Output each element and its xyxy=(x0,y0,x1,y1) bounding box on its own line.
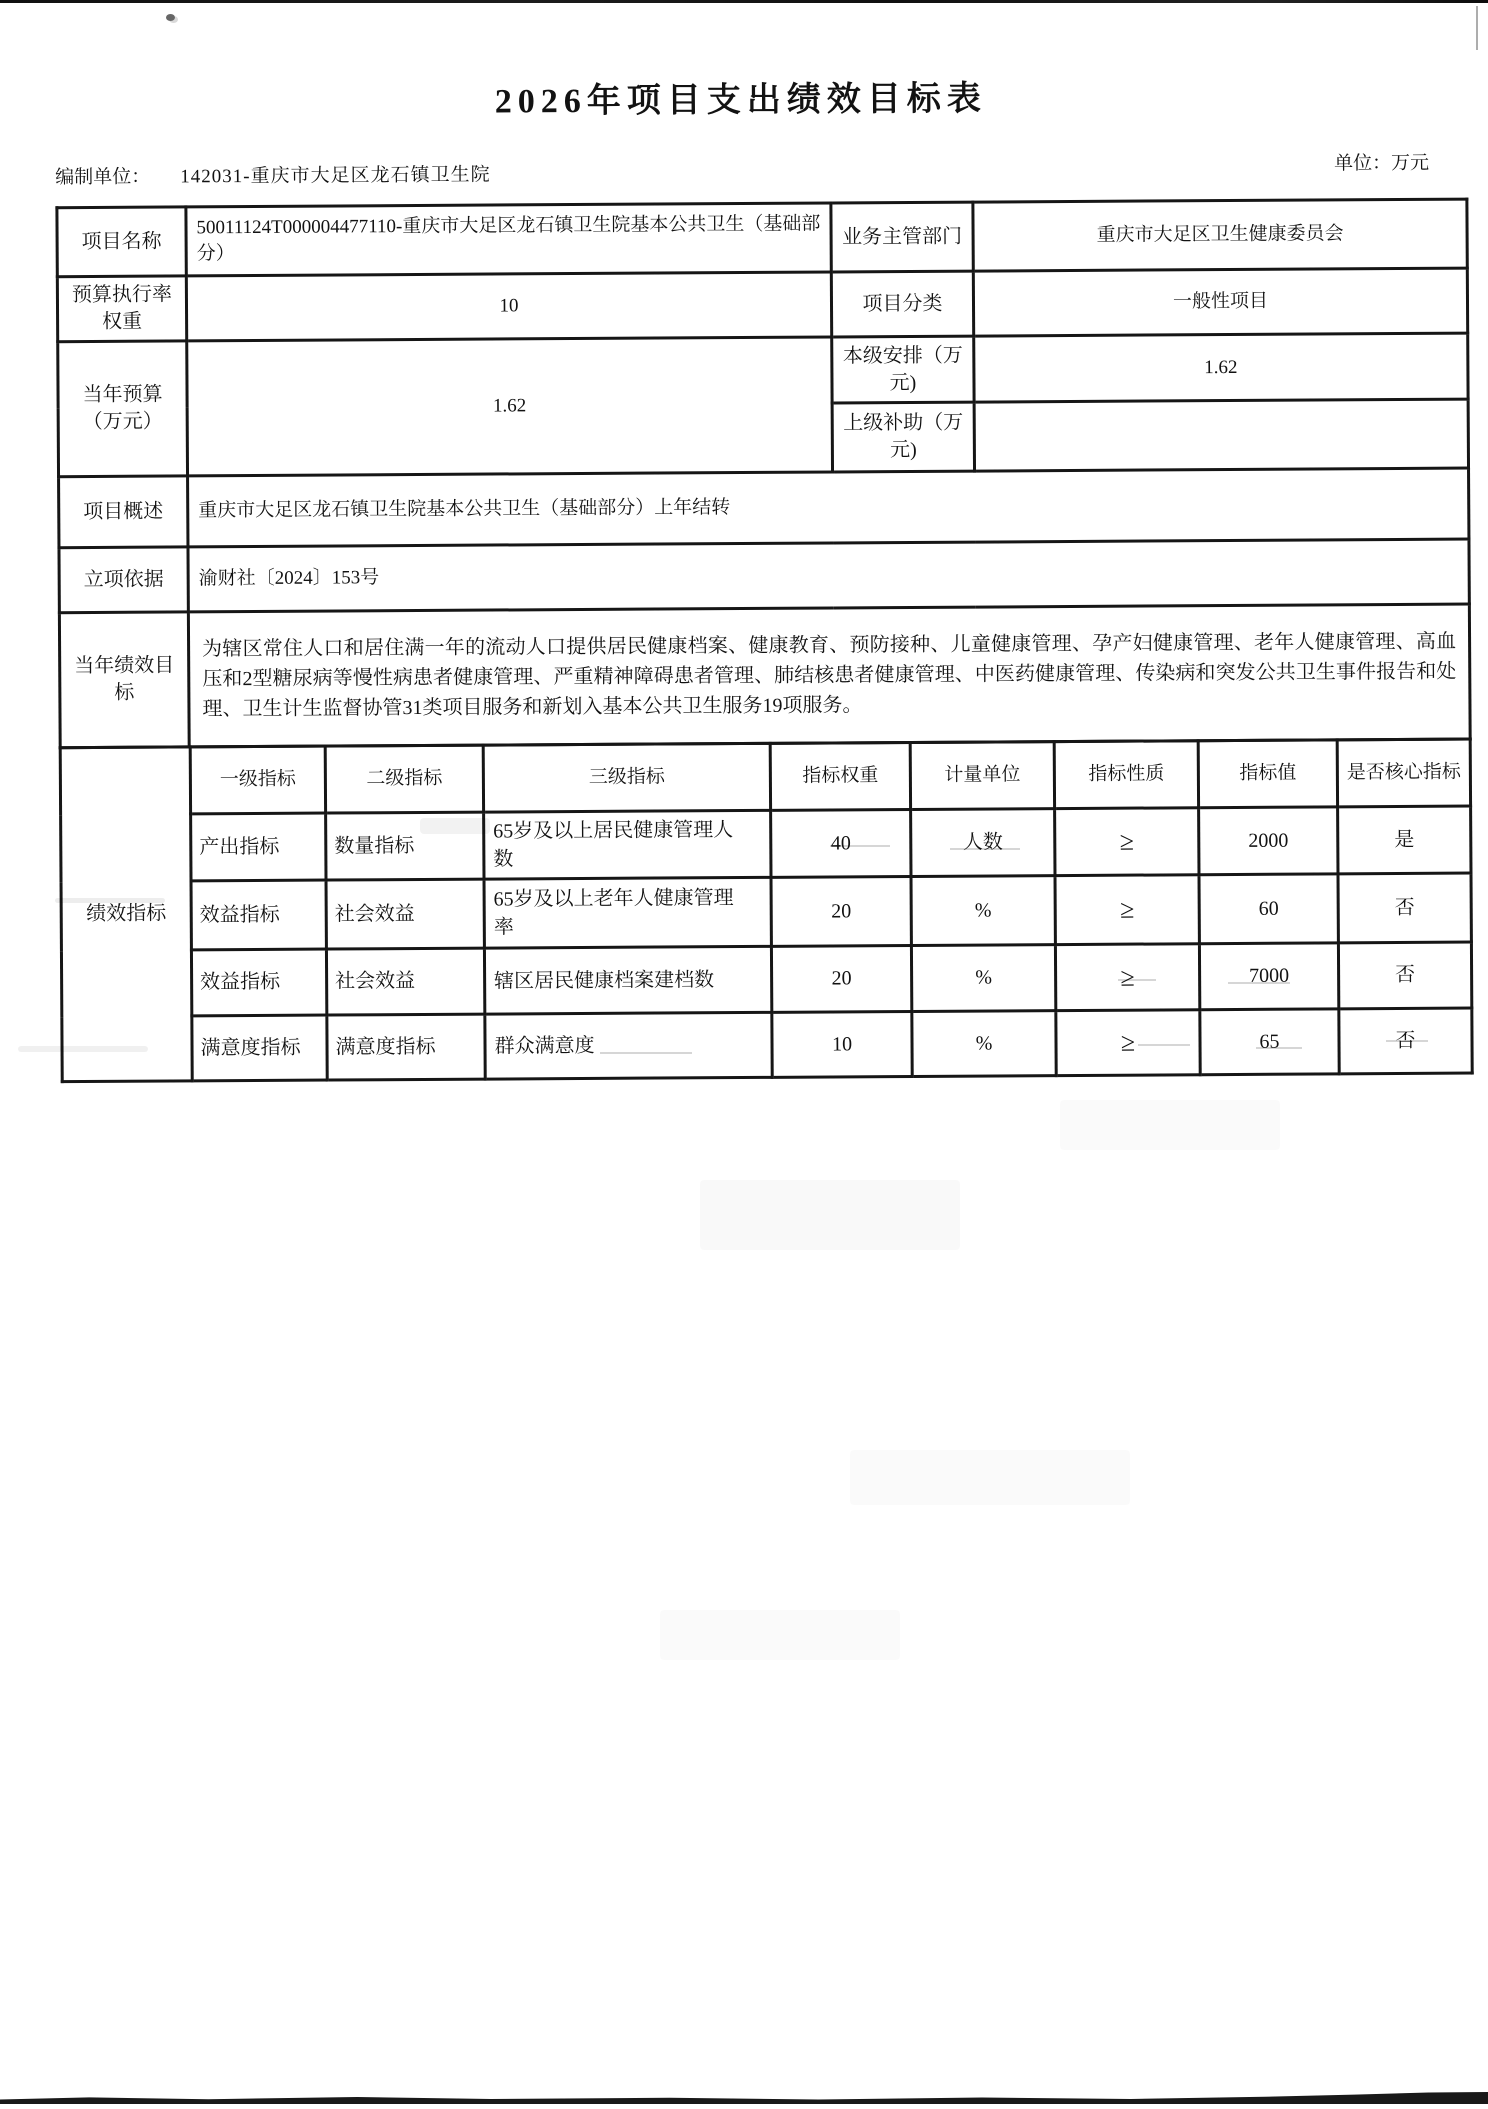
header-level1: 一级指标 xyxy=(190,746,325,814)
indicator-weight: 40 xyxy=(771,809,911,877)
indicators-header-row xyxy=(60,739,1470,815)
annual-budget-label: 当年预算（万元） xyxy=(58,341,188,477)
category-value: 一般性项目 xyxy=(973,268,1467,336)
indicators-table xyxy=(59,738,1474,1084)
category-label: 项目分类 xyxy=(831,271,973,337)
table-row xyxy=(57,268,1467,342)
scan-artifact-edge-line xyxy=(1476,6,1478,50)
indicator-core: 否 xyxy=(1338,873,1471,943)
scan-artifact-dot xyxy=(166,14,175,21)
level3-indicator: 65岁及以上老年人健康管理率 xyxy=(484,877,771,948)
basis-label: 立项依据 xyxy=(59,547,188,613)
annual-target-value: 为辖区常住人口和居住满一年的流动人口提供居民健康档案、健康教育、预防接种、儿童健康管理、孕产妇健康管理、老年人健康管理、高血压和2型糖尿病等慢性病患者健康管理、严重精神障碍患者管理、肺结核患者健康管理、中医药健康管理、传染病和突发公共卫生事件报告和处理、卫生计生监督协管31类项目服务和新划入基本公共卫生服务19项服务。 xyxy=(188,604,1470,747)
indicator-row xyxy=(61,942,1471,1017)
table-row xyxy=(59,604,1470,748)
table-row xyxy=(59,539,1469,613)
header-core: 是否核心指标 xyxy=(1337,739,1470,807)
overview-value: 重庆市大足区龙石镇卫生院基本公共卫生（基础部分）上年结转 xyxy=(188,468,1469,547)
indicators-section-label: 绩效指标 xyxy=(60,747,192,1082)
exec-rate-weight-label: 预算执行率权重 xyxy=(57,276,186,342)
overview-label: 项目概述 xyxy=(59,476,188,548)
scan-artifact-pencil-dash xyxy=(600,1052,692,1054)
level1-indicator: 效益指标 xyxy=(191,880,326,950)
page-title: 2026年项目支出绩效目标表 xyxy=(494,80,987,121)
level1-indicator: 效益指标 xyxy=(191,949,326,1016)
dept-label: 业务主管部门 xyxy=(831,202,973,272)
level3-indicator: 65岁及以上居民健康管理人数 xyxy=(484,810,771,879)
prepared-by-value: 142031-重庆市大足区龙石镇卫生院 xyxy=(180,164,491,188)
level1-indicator: 产出指标 xyxy=(191,813,326,881)
table-row xyxy=(57,199,1467,277)
indicator-row xyxy=(62,1008,1472,1082)
indicator-core: 否 xyxy=(1338,942,1471,1009)
scan-artifact-smudge xyxy=(660,1610,900,1660)
performance-target-table xyxy=(55,198,1470,1084)
level3-indicator: 辖区居民健康档案建档数 xyxy=(484,946,771,1014)
scan-artifact-pencil-dash xyxy=(1256,1047,1302,1049)
meta-row xyxy=(55,154,1429,189)
prepared-by xyxy=(55,160,491,190)
indicator-value: 65 xyxy=(1200,1009,1339,1075)
table-row xyxy=(58,333,1468,408)
indicator-nature: ≥ xyxy=(1055,808,1199,876)
level1-indicator: 满意度指标 xyxy=(192,1015,327,1081)
indicator-row xyxy=(61,806,1471,882)
level3-indicator: 群众满意度 xyxy=(485,1012,772,1079)
scan-artifact-smudge xyxy=(1060,1100,1280,1150)
unit-note: 单位：万元 xyxy=(1334,152,1430,175)
annual-target-label: 当年绩效目标 xyxy=(59,612,189,748)
superior-subsidy-label: 上级补助（万元) xyxy=(832,402,974,472)
indicator-unit: % xyxy=(911,945,1055,1012)
indicator-value: 2000 xyxy=(1199,807,1338,875)
indicator-core: 是 xyxy=(1338,806,1471,874)
exec-rate-weight-value: 10 xyxy=(186,272,831,341)
header-unit: 计量单位 xyxy=(910,742,1054,810)
header-level2: 二级指标 xyxy=(325,745,483,813)
level2-indicator: 社会效益 xyxy=(326,948,484,1015)
header-weight: 指标权重 xyxy=(770,742,910,810)
project-name-value: 50011124T000004477110-重庆市大足区龙石镇卫生院基本公共卫生（基础部分） xyxy=(186,203,831,276)
indicator-unit: % xyxy=(911,876,1055,946)
indicator-unit: 人数 xyxy=(911,809,1055,877)
scan-artifact-smudge xyxy=(420,818,490,834)
scan-artifact-smudge xyxy=(850,1450,1130,1505)
project-name-label: 项目名称 xyxy=(57,207,186,277)
level2-indicator: 社会效益 xyxy=(326,879,484,949)
indicator-value: 7000 xyxy=(1199,943,1338,1010)
prepared-by-label: 编制单位： xyxy=(55,166,151,189)
project-info-table xyxy=(55,198,1471,750)
table-row xyxy=(59,468,1469,548)
indicator-core: 否 xyxy=(1339,1008,1472,1074)
scan-artifact-pencil-dash xyxy=(1228,982,1290,984)
scan-artifact-top-band xyxy=(0,0,1488,3)
scan-artifact-smudge xyxy=(55,898,165,903)
basis-value: 渝财社〔2024〕153号 xyxy=(188,539,1469,612)
indicator-row xyxy=(61,873,1471,951)
indicator-nature: ≥ xyxy=(1055,944,1199,1011)
indicator-unit: % xyxy=(912,1011,1056,1077)
scan-artifact-pencil-dash xyxy=(1118,979,1156,981)
indicator-value: 60 xyxy=(1199,874,1338,944)
scan-artifact-smudge xyxy=(18,1046,148,1052)
scan-artifact-pencil-dash xyxy=(950,848,1020,850)
scan-artifact-smudge xyxy=(700,1180,960,1250)
local-arrangement-value: 1.62 xyxy=(974,333,1468,402)
local-arrangement-label: 本级安排（万元) xyxy=(832,336,974,403)
scan-artifact-pencil-dash xyxy=(830,845,890,847)
level2-indicator: 满意度指标 xyxy=(327,1014,485,1080)
indicator-weight: 10 xyxy=(772,1011,912,1077)
indicator-nature: ≥ xyxy=(1056,1010,1200,1076)
dept-value: 重庆市大足区卫生健康委员会 xyxy=(973,199,1467,271)
indicator-weight: 20 xyxy=(771,876,911,946)
header-nature: 指标性质 xyxy=(1054,741,1198,809)
indicator-nature: ≥ xyxy=(1055,875,1199,945)
annual-budget-value: 1.62 xyxy=(187,337,833,476)
level2-indicator: 数量指标 xyxy=(326,812,484,880)
superior-subsidy-value xyxy=(974,399,1468,471)
indicator-weight: 20 xyxy=(771,945,911,1012)
header-value: 指标值 xyxy=(1198,740,1337,808)
header-level3: 三级指标 xyxy=(483,743,770,812)
scan-artifact-pencil-dash xyxy=(1386,1040,1428,1042)
scan-artifact-pencil-dash xyxy=(1138,1044,1190,1046)
